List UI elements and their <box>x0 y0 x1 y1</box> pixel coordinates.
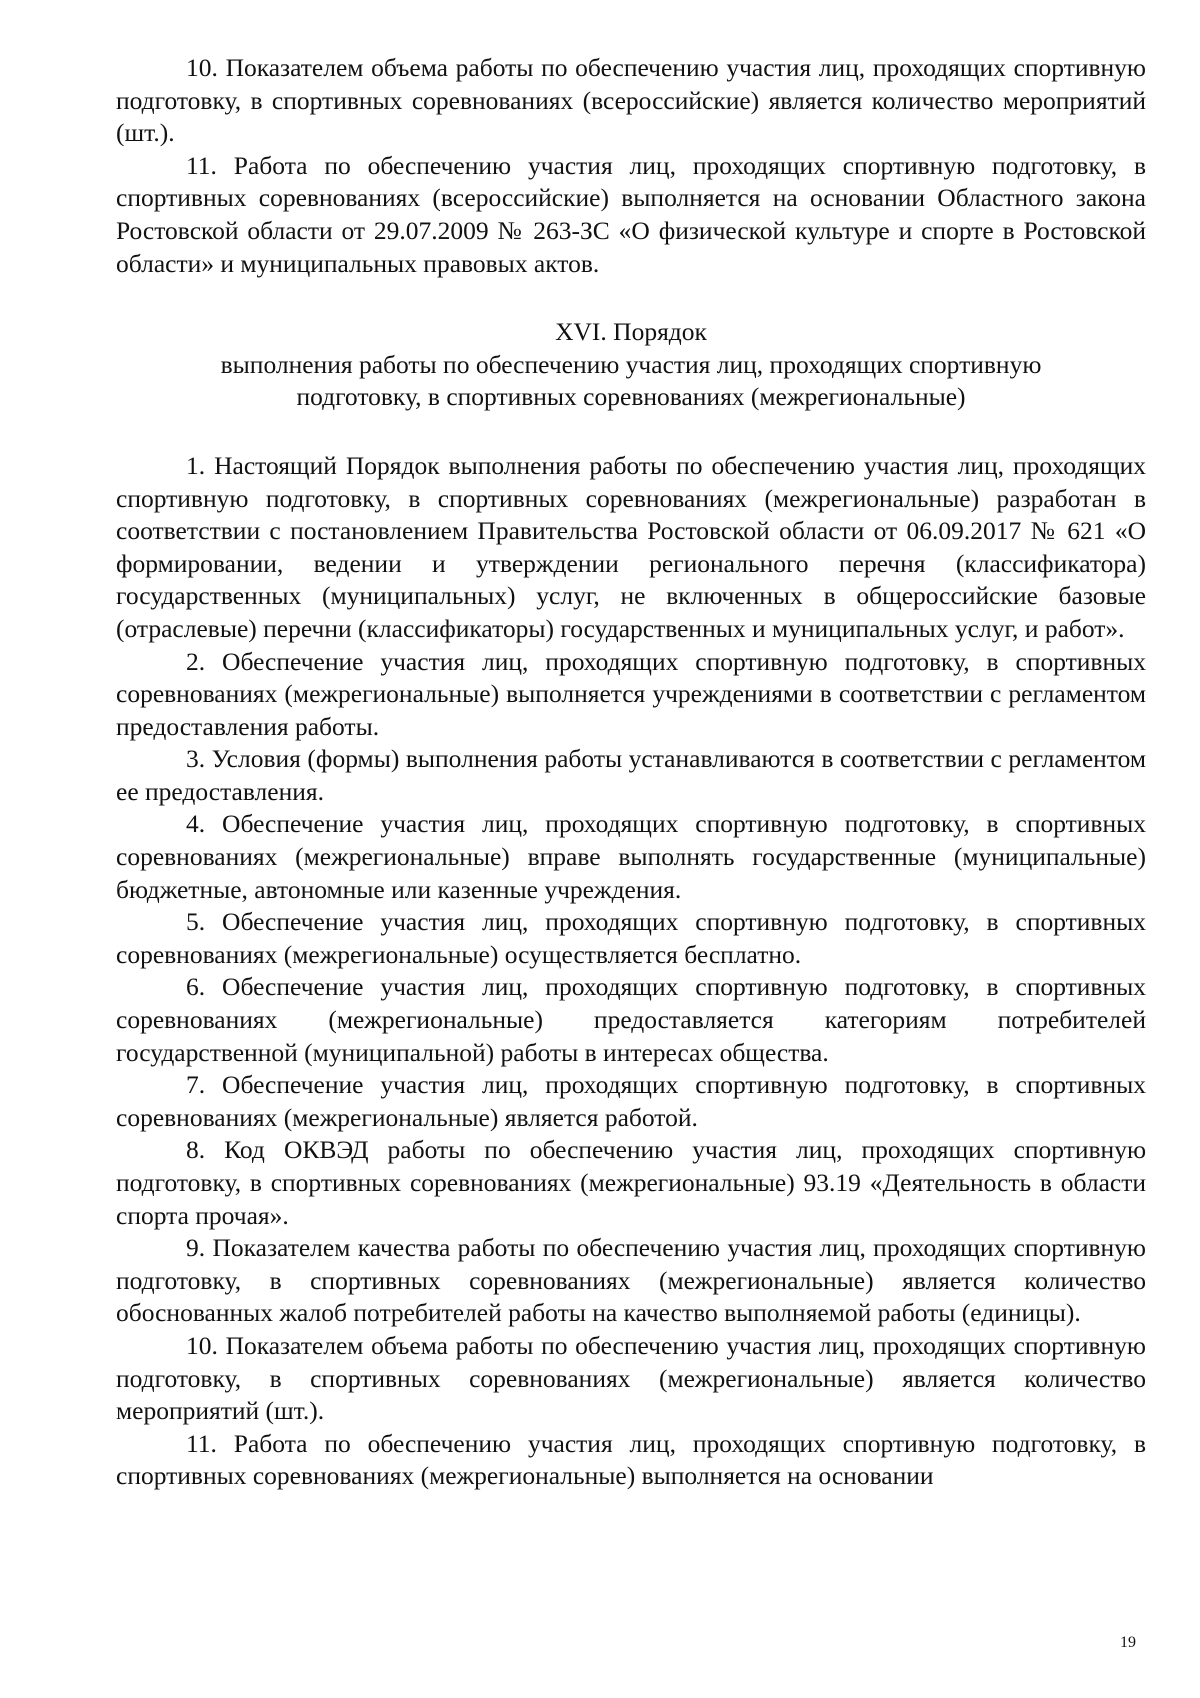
paragraph-4: 4. Обеспечение участия лиц, проходящих спортивную подготовку, в спортивных соревнованиях (межрегиональные) вправе выполнять государственные (муниципальные) бюджетные, автономные или казенные учреждения. <box>116 809 1146 904</box>
paragraph-3: 3. Условия (формы) выполнения работы устанавливаются в соответствии с регламентом ее предоставления. <box>116 744 1146 806</box>
section-subtitle-line-2: подготовку, в спортивных соревнованиях (межрегиональные) <box>296 382 966 412</box>
paragraph-8: 8. Код ОКВЭД работы по обеспечению участия лиц, проходящих спортивную подготовку, в спортивных соревнованиях (межрегиональные) 93.19 «Деятельность в области спорта прочая». <box>116 1135 1146 1230</box>
paragraph-11-allrussian: 11. Работа по обеспечению участия лиц, проходящих спортивную подготовку, в спортивных соревнованиях (всероссийские) выполняется на основании Областного закона Ростовской области от 29.07.2009 № 263-ЗС «О физической культуре и спорте в Ростовской области» и муниципальных правовых актов. <box>116 150 1146 278</box>
section-heading <box>116 316 1146 414</box>
paragraph-7: 7. Обеспечение участия лиц, проходящих спортивную подготовку, в спортивных соревнованиях (межрегиональные) является работой. <box>116 1070 1146 1132</box>
paragraph-10-allrussian: 10. Показателем объема работы по обеспечению участия лиц, проходящих спортивную подготовку, в спортивных соревнованиях (всероссийские) является количество мероприятий (шт.). <box>116 53 1146 148</box>
paragraph-10: 10. Показателем объема работы по обеспечению участия лиц, проходящих спортивную подготовку, в спортивных соревнованиях (межрегиональные) является количество мероприятий (шт.). <box>116 1330 1146 1426</box>
section-title: XVI. Порядок <box>555 317 707 347</box>
paragraph-11: 11. Работа по обеспечению участия лиц, проходящих спортивную подготовку, в спортивных соревнованиях (межрегиональные) выполняется на основании <box>116 1428 1146 1491</box>
paragraph-1: 1. Настоящий Порядок выполнения работы по обеспечению участия лиц, проходящих спортивную подготовку, в спортивных соревнованиях (межрегиональные) разработан в соответствии с постановлением Правительства Ростовской области от 06.09.2017 № 621 «О формировании, ведении и утверждении регионального перечня (классификатора) государственных (муниципальных) услуг, не включенных в общероссийские базовые (отраслевые) перечни (классификаторы) государственных и муниципальных услуг, и работ». <box>116 450 1146 643</box>
section-subtitle-line-1: выполнения работы по обеспечению участия лиц, проходящих спортивную <box>220 349 1042 379</box>
paragraph-9: 9. Показателем качества работы по обеспечению участия лиц, проходящих спортивную подготовку, в спортивных соревнованиях (межрегиональные) является количество обоснованных жалоб потребителей работы на качество выполняемой работы (единицы). <box>116 1233 1146 1328</box>
paragraph-6: 6. Обеспечение участия лиц, проходящих спортивную подготовку, в спортивных соревнованиях (межрегиональные) предоставляется категориям потребителей государственной (муниципальной) работы в интересах общества. <box>116 972 1146 1067</box>
document-page <box>116 52 1146 1493</box>
page-number: 19 <box>1120 1634 1136 1651</box>
paragraph-5: 5. Обеспечение участия лиц, проходящих спортивную подготовку, в спортивных соревнованиях (межрегиональные) осуществляется бесплатно. <box>116 907 1146 969</box>
paragraph-2: 2. Обеспечение участия лиц, проходящих спортивную подготовку, в спортивных соревнованиях (межрегиональные) выполняется учреждениями в соответствии с регламентом предоставления работы. <box>116 646 1146 741</box>
